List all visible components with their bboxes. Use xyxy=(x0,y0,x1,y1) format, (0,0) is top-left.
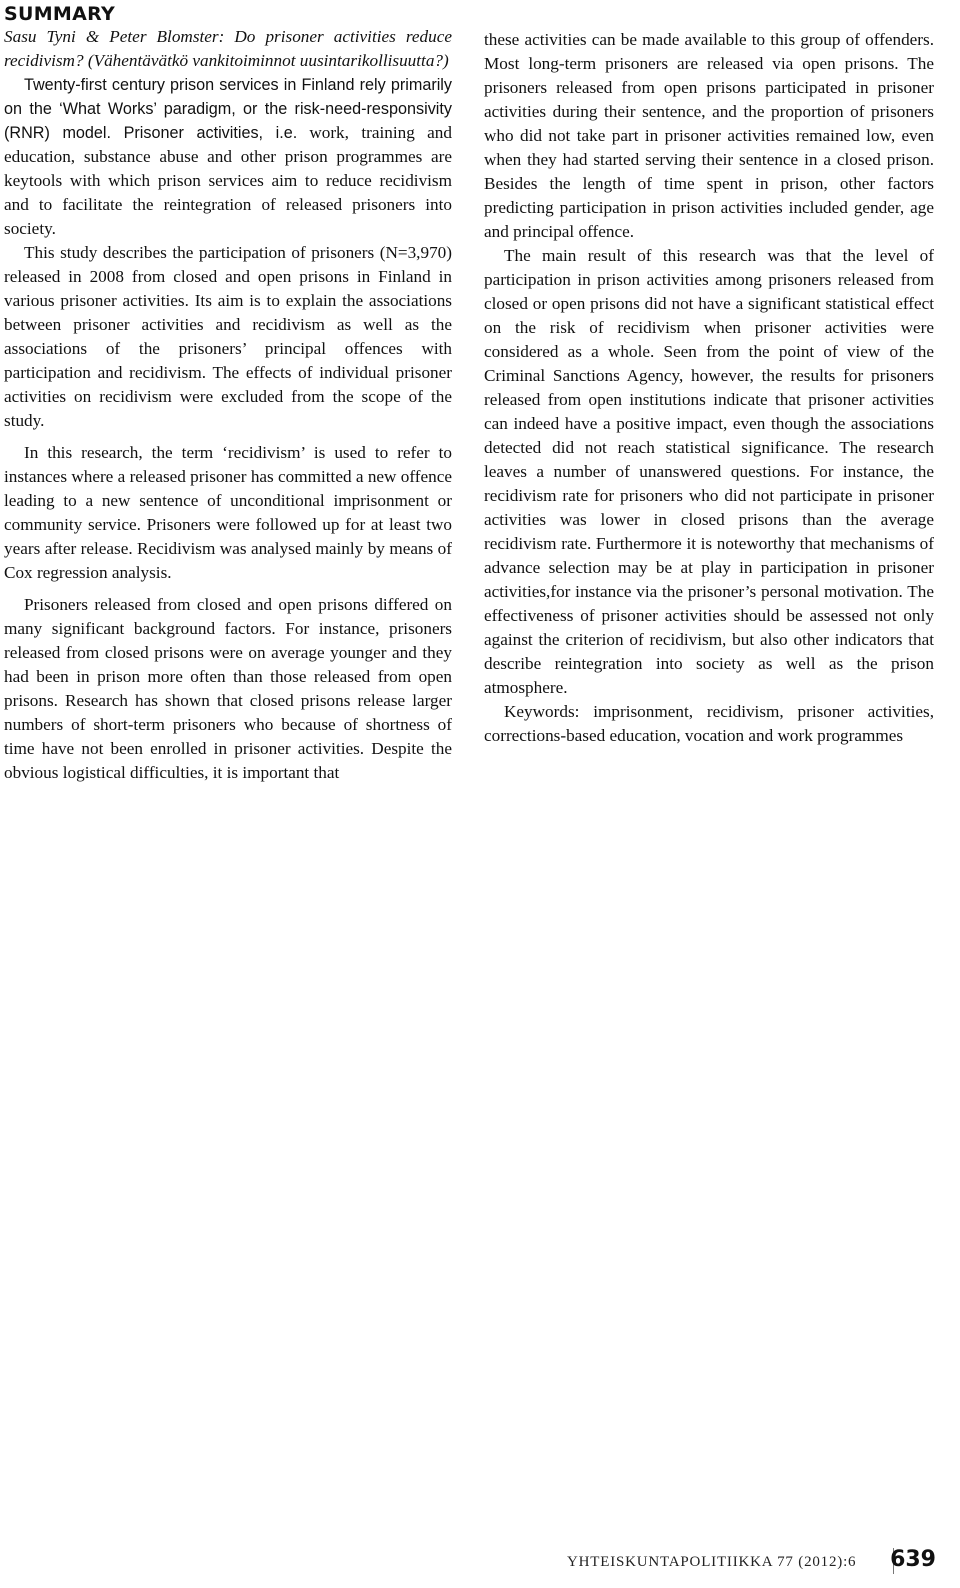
paragraph-intro xyxy=(4,73,452,241)
page-number: 639 xyxy=(890,1547,936,1572)
paragraph-main-result: The main result of this research was that the level of participation in prison activities among prisoners released from closed or open prisons did not have a significant statistical effect on the risk of recidivism when prisoner activities were considered as a whole. Seen from the point of view of the Criminal Sanctions Agency, however, the results for prisoners released from open institutions indicate that prisoner activities can indeed have a positive impact, even though the associations detected did not reach statistical significance. The research leaves a number of unanswered questions. For instance, the recidivism rate for prisoners who did not participate in prisoner activities was lower in closed prisons than the average recidivism rate. Furthermore it is noteworthy that mechanisms of advance selection may be at play in participation in prisoner activities,for instance via the prisoner’s personal motivation. The effectiveness of prisoner activities should be assessed not only against the criterion of recidivism, but also other indicators that describe reintegration into society as well as the prison atmosphere. xyxy=(484,246,934,697)
right-column xyxy=(484,28,934,748)
paragraph-continuation: these activities can be made available to this group of offenders. Most long-term prisoners are released via open prisons. The prisoners released from open prisons participated in prisoner activities during their sentence, and the proportion of prisoners who did not take part in prisoner activities remained low, even when they had started serving their sentence in a closed prison. Besides the length of time spent in prison, other factors predicting participation in prison activities included gender, age and principal offence. xyxy=(484,30,934,241)
paragraph-intro-rest: work, training and education, substance abuse and other prison programmes are keytools with which prison services aim to reduce recidivism and to facilitate the reintegration of released prisoners into society. xyxy=(4,123,452,238)
paragraph-keywords: Keywords: imprisonment, recidivism, prisoner activities, corrections-based education, vocation and work programmes xyxy=(484,702,934,745)
left-column xyxy=(4,0,452,785)
paragraph-background-factors: Prisoners released from closed and open prisons differed on many significant background factors. For instance, prisoners released from closed prisons were on average younger and they had been in prison more often than those released from open prisons. Research has shown that closed prisons release larger numbers of short-term prisoners who because of shortness of time have not been enrolled in prisoner activities. Despite the obvious logistical difficulties, it is important that xyxy=(4,595,452,782)
paragraph-study-description: This study describes the participation of prisoners (N=3,970) released in 2008 from closed and open prisons in Finland in various prisoner activities. Its aim is to explain the associations between prisoner activities and recidivism as well as the associations of the prisoners’ principal offences with participation and recidivism. The effects of individual prisoner activities on recidivism were excluded from the scope of the study. xyxy=(4,243,452,430)
page-footer xyxy=(560,1546,940,1576)
journal-name: YHTEISKUNTAPOLITIIKKA 77 (2012):6 xyxy=(567,1554,857,1570)
paragraph-recidivism-definition: In this research, the term ‘recidivism’ is used to refer to instances where a released prisoner has committed a new offence leading to a new sentence of unconditional imprisonment or community service. Prisoners were followed up for at least two years after release. Recidivism was analysed mainly by means of Cox regression analysis. xyxy=(4,443,452,582)
paragraph-intro-sans: Twenty-first century prison services in Finland rely primarily on the ‘What Works’ paradigm, or the risk-need-responsivity (RNR) model. Prisoner activities, i.e. xyxy=(4,76,452,142)
section-heading: SUMMARY xyxy=(4,3,116,25)
article-byline: Sasu Tyni & Peter Blomster: Do prisoner activities reduce recidivism? (Vähentävätkö vankitoiminnot uusintarikollisuutta?) xyxy=(4,27,452,70)
